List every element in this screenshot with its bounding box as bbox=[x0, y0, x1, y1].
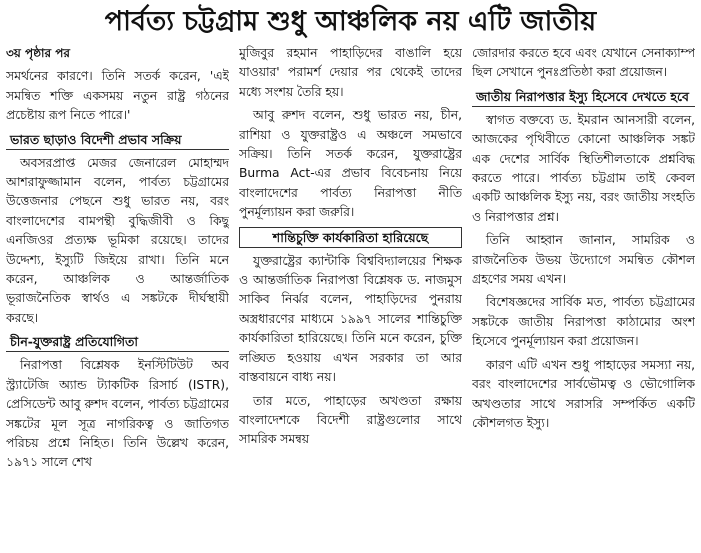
subheading-peace-accord: শান্তিচুক্তি কার্যকারিতা হারিয়েছে bbox=[239, 227, 462, 248]
subheading-national-security: জাতীয় নিরাপত্তার ইস্যু হিসেবে দেখতে হবে bbox=[472, 87, 695, 107]
continued-from-note: ৩য় পৃষ্ঠার পর bbox=[6, 46, 71, 60]
column-2 bbox=[239, 44, 462, 549]
article-headline: পার্বত্য চট্টগ্রাম শুধু আঞ্চলিক নয় এটি জাতীয় bbox=[104, 6, 597, 37]
subheading-foreign-influence: ভারত ছাড়াও বিদেশী প্রভাব সক্রিয় bbox=[6, 130, 229, 150]
paragraph: যুক্তরাষ্ট্রের ক্যান্টাকি বিশ্ববিদ্যালয়ের শিক্ষক ও আন্তর্জাতিক নিরাপত্তা বিশ্লেষক ড. নাজমুস সাকিব নির্ঝর বলেন, পাহাড়িদের পুনরায় অস্ত্রধারণের মাধ্যমে ১৯৯৭ সালের শান্তিচুক্তি কার্যকারিতা হারিয়েছে। তিনি মনে করেন, চুক্তি লঙ্ঘিত হওয়ায় এখন সরকার তা আর বাস্তবায়নে বাধ্য নয়। bbox=[239, 253, 462, 385]
subheading-china-us-rivalry: চীন-যুক্তরাষ্ট্র প্রতিযোগিতা bbox=[6, 332, 229, 352]
paragraph: অবসরপ্রাপ্ত মেজর জেনারেল মোহাম্মদ আশরাফুজ্জামান বলেন, পার্বত্য চট্টগ্রামের উত্তেজনার পেছনে শুধু ভারত নয়, বরং বাংলাদেশের বামপন্থী বুদ্ধিজীবী ও কিছু এনজিওর প্রত্যক্ষ ভূমিকা রয়েছে। তাদের উদ্দেশ্য, ইস্যুটি জিইয়ে রাখা। তিনি মনে করেন, আঞ্চলিক ও আন্তর্জাতিক ভূরাজনৈতিক স্বার্থও এ সঙ্কটকে দীর্ঘস্থায়ী করছে। bbox=[6, 155, 229, 325]
paragraph: স্বাগত বক্তব্যে ড. ইমরান আনসারী বলেন, আজকের পৃথিবীতে কোনো আঞ্চলিক সঙ্কট এক দেশের সার্বিক স্থিতিশীলতাকে প্রশ্নবিদ্ধ করতে পারে। পার্বত্য চট্টগ্রাম তাই কেবল একটি আঞ্চলিক ইস্যু নয়, বরং জাতীয় সংহতি ও নিরাপত্তার প্রশ্ন। bbox=[472, 112, 695, 224]
column-1 bbox=[6, 44, 229, 549]
paragraph: তার মতে, পাহাড়ের অখণ্ডতা রক্ষায় বাংলাদেশকে বিদেশী রাষ্ট্রগুলোর সাথে সামরিক সমন্বয় bbox=[239, 393, 462, 447]
paragraph: তিনি আহ্বান জানান, সামরিক ও রাজনৈতিক উভয় উদ্যোগে সমন্বিত কৌশল গ্রহণের সময় এখন। bbox=[472, 233, 695, 287]
paragraph: মুজিবুর রহমান পাহাড়িদের বাঙালি হয়ে যাওয়ার' পরামর্শ দেয়ার পর থেকেই তাদের মধ্যে সংশয় তৈরি হয়। bbox=[239, 46, 462, 99]
paragraph: আবু রুশদ বলেন, শুধু ভারত নয়, চীন, রাশিয়া ও যুক্তরাষ্ট্রও এ অঞ্চলে সমভাবে সক্রিয়। তিনি সতর্ক করেন, যুক্তরাষ্ট্রের Burma Act-এর প্রভাব বিবেচনায় নিয়ে বাংলাদেশের পার্বত্য নিরাপত্তা নীতি পুনর্মূল্যায়ন করা জরুরি। bbox=[239, 108, 462, 220]
paragraph: কারণ এটি এখন শুধু পাহাড়ের সমস্যা নয়, বরং বাংলাদেশের সার্বভৌমত্ব ও ভৌগোলিক অখণ্ডতার সাথে সরাসরি সম্পর্কিত একটি কৌশলগত ইস্যু। bbox=[472, 357, 695, 430]
paragraph: নিরাপত্তা বিশ্লেষক ইনস্টিটিউট অব স্ট্র্যাটেজি অ্যান্ড ট্যাকটিক রিসার্চ (ISTR), প্রেসিডেন্ট আবু রুশদ বলেন, পার্বত্য চট্টগ্রামের সঙ্কটের মূল সূত্র নাগরিকত্ব ও জাতিগত পরিচয় প্রশ্নে নিহিত। তিনি উল্লেখ করেন, ১৯৭১ সালে শেখ bbox=[6, 358, 229, 470]
paragraph: বিশেষজ্ঞদের সার্বিক মত, পার্বত্য চট্টগ্রামের সঙ্কটকে জাতীয় নিরাপত্তা কাঠামোর অংশ হিসেবে পুনর্মূল্যায়ন করা প্রয়োজন। bbox=[472, 295, 695, 349]
paragraph: জোরদার করতে হবে এবং যেখানে সেনাক্যাম্প ছিল সেখানে পুনঃপ্রতিষ্ঠা করা প্রয়োজন। bbox=[472, 46, 695, 80]
article-columns bbox=[6, 44, 695, 549]
paragraph: সমর্থনের কারণে। তিনি সতর্ক করেন, 'এই সমন্বিত শক্তি একসময় নতুন রাষ্ট্র গঠনের প্রচেষ্টায় রূপ নিতে পারে।' bbox=[6, 69, 229, 123]
column-3 bbox=[472, 44, 695, 549]
